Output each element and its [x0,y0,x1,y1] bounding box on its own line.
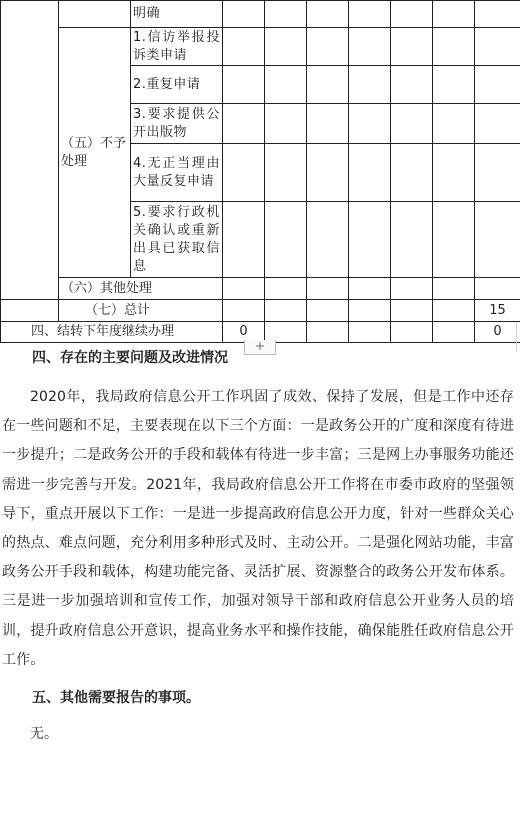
table-row [1,278,520,300]
sub-item-5: 5.要求行政机关确认或重新出具已获取信息 [131,202,223,278]
section-5-heading: 五、其他需要报告的事项。 [32,690,200,707]
table-row [1,1,520,28]
sub-item-2: 2.重复申请 [131,66,223,104]
sub-item-3: 3.要求提供公开出版物 [131,104,223,144]
total-value: 15 [475,300,520,322]
sub-item-1: 1.信访举报投诉类申请 [131,28,223,66]
category-5-label: （五）不予处理 [59,28,131,278]
table-row [1,28,520,66]
statistics-table [0,0,520,343]
section-4-paragraph: 2020年，我局政府信息公开工作巩固了成效、保持了发展，但是工作中还存在一些问题和不足，主要表现在以下三个方面：一是政务公开的广度和深度有待进一步提升；二是政务公开的手段和载体有待进一步丰富；三是网上办事服务功能还需进一步完善与开发。2021年，我局政府信息公开工作将在市委市政府的坚强领导下，重点开展以下工作：一是进一步提高政府信息公开力度，针对一些群众关心的热点、难点问题，充分利用多种形式及时、主动公开。二是强化网站功能，丰富政务公开手段和载体，构建功能完备、灵活扩展、资源整合的政务公开发布体系。三是进一步加强培训和宣传工作，加强对领导干部和政府信息公开业务人员的培训，提升政府信息公开意识，提高业务水平和操作技能，确保能胜任政府信息公开工作。 [2,389,514,668]
section-5-body: 无。 [30,726,58,743]
section-4-heading: 四、存在的主要问题及改进情况 [32,350,228,366]
carryover-value-first: 0 [223,322,265,343]
outer-cell [1,1,59,300]
add-row-button[interactable]: + [244,340,276,355]
report-body [0,345,520,747]
category-6-label: （六）其他处理 [59,278,223,300]
blank-cell [1,300,59,322]
category-7-label: （七）总计 [59,300,223,322]
sub-item-4: 4.无正当理由大量反复申请 [131,144,223,202]
row-label-top: 明确 [131,1,223,28]
carryover-label: 四、结转下年度继续办理 [1,322,223,343]
table-row [1,300,520,322]
blank-cell [59,1,131,28]
carryover-value-last: 0 [475,322,520,343]
